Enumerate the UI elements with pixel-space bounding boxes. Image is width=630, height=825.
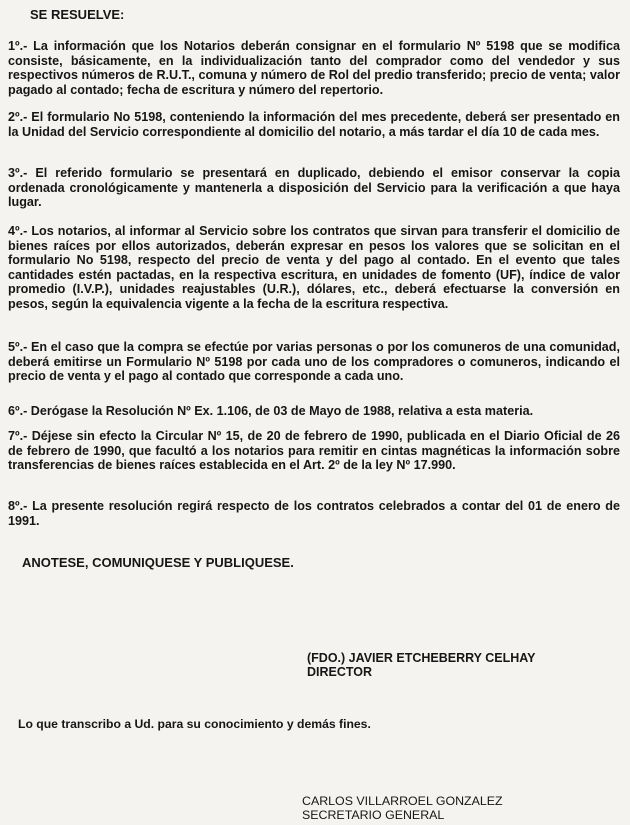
item-text: Déjese sin efecto la Circular Nº 15, de 20 de febrero de 1990, publicada en el Diario Oficial de 26 de febrero de 1990, que facultó a los notarios para remitir en cintas magnéticas la información sobre transferencias de bienes raíces establecida en el Art. 2º de la ley Nº 17.990. [8, 429, 620, 472]
director-signature [307, 651, 536, 679]
item-number: 7º.- [8, 429, 28, 443]
item-text: El referido formulario se presentará en duplicado, debiendo el emisor conservar la copia ordenada cronológicamente y mantenerla a disposición del Servicio para la verificación a que haya lugar. [8, 166, 620, 209]
item-number: 4º.- [8, 224, 28, 238]
item-text: Derógase la Resolución Nº Ex. 1.106, de 03 de Mayo de 1988, relativa a esta materia. [30, 404, 534, 418]
resolution-item-2 [8, 110, 620, 139]
resolution-item-7 [8, 429, 620, 473]
closing-notice: ANOTESE, COMUNIQUESE Y PUBLIQUESE. [22, 555, 294, 570]
item-number: 1º.- [8, 39, 28, 53]
signatory-name: (FDO.) JAVIER ETCHEBERRY CELHAY [307, 651, 536, 665]
item-number: 3º.- [8, 166, 28, 180]
item-text: La presente resolución regirá respecto de los contratos celebrados a contar del 01 de enero de 1991. [8, 499, 621, 528]
section-heading: SE RESUELVE: [30, 7, 125, 22]
item-text: Los notarios, al informar al Servicio sobre los contratos que sirvan para transferir el domicilio de bienes raíces por ellos autorizados, deberán expresar en pesos los valores que se solicitan en el formulario No 5198, respecto del precio de venta y del pago al contado. En el evento que tales cantidades estén pactadas, en la respectiva escritura, en unidades de fomento (UF), índice de valor promedio (I.V.P.), unidades reajustables (U.R.), dólares, etc., deberá efectuarse la conversión en pesos, según la equivalencia vigente a la fecha de la escritura respectiva. [8, 224, 621, 311]
resolution-item-8 [8, 499, 620, 528]
secretary-signature [302, 794, 503, 822]
item-text: La información que los Notarios deberán consignar en el formulario Nº 5198 que se modifica consiste, básicamente, en la individualización tanto del comprador como del vendedor y sus respectivos números de R.U.T., comuna y número de Rol del predio transferido; precio de venta; valor pagado al contado; fecha de escritura y número del repertorio. [8, 39, 621, 97]
item-text: En el caso que la compra se efectúe por varias personas o por los comuneros de una comunidad, deberá emitirse un Formulario Nº 5198 por cada uno de los compradores o comuneros, indicando el precio de venta y el pago al contado que corresponde a cada uno. [8, 340, 620, 383]
item-number: 5º.- [8, 340, 28, 354]
resolution-item-5 [8, 340, 620, 384]
signatory-name: CARLOS VILLARROEL GONZALEZ [302, 794, 503, 808]
resolution-item-6 [8, 404, 620, 419]
resolution-item-1 [8, 39, 620, 97]
resolution-item-4 [8, 224, 620, 311]
signatory-title: SECRETARIO GENERAL [302, 808, 445, 822]
signatory-title: DIRECTOR [307, 665, 373, 679]
item-text: El formulario No 5198, conteniendo la información del mes precedente, deberá ser presentado en la Unidad del Servicio correspondiente al domicilio del notario, a más tardar el día 10 de cada mes. [8, 110, 621, 139]
item-number: 6º.- [8, 404, 28, 418]
transcription-note: Lo que transcribo a Ud. para su conocimiento y demás fines. [18, 717, 371, 731]
item-number: 8º.- [8, 499, 28, 513]
item-number: 2º.- [8, 110, 28, 124]
resolution-item-3 [8, 166, 620, 210]
